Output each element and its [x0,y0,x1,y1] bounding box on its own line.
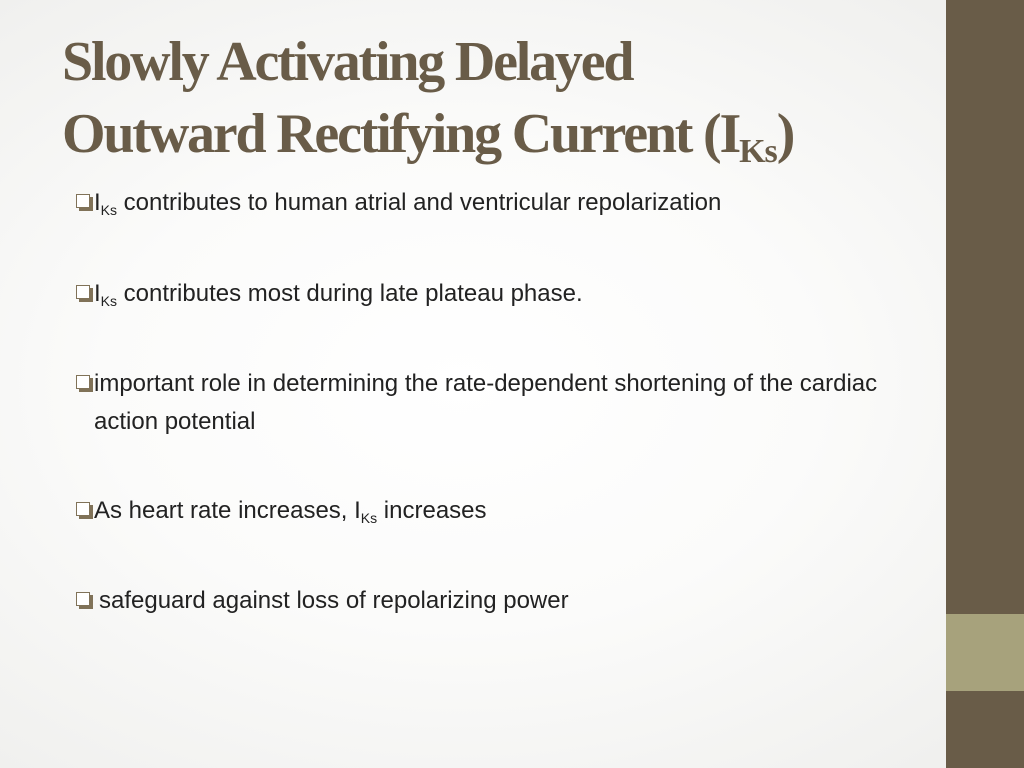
title-line-2-end: ) [776,103,794,165]
bullet-subscript: Ks [100,202,118,218]
title-line-2 [62,98,932,188]
bullet-text-pre: As heart rate increases, I [94,497,361,524]
title-line-2-main: Outward Rectifying Current (I [62,103,740,165]
bullet-text: important role in determining the rate-dependent shortening of the cardiac action potential [94,370,878,435]
bullet-subscript: Ks [100,293,118,309]
bullet-text [94,184,916,229]
bullet-text-post: contributes most during late plateau phase. [117,280,583,307]
checkbox-square-icon [76,502,90,516]
side-accent-decoration [946,614,1024,691]
bullet-text: safeguard against loss of repolarizing power [99,587,569,614]
checkbox-square-icon [76,194,90,208]
bullet-text-pre: I [94,280,101,307]
bullet-item [76,365,916,441]
checkbox-square-icon [76,592,90,606]
slide-title [62,26,932,188]
bullet-text-post: contributes to human atrial and ventricular repolarization [117,189,722,216]
checkbox-square-icon [76,285,90,299]
checkbox-square-icon [76,375,90,389]
bullet-item [76,184,916,229]
bullet-subscript: Ks [360,510,378,526]
bullet-text-post: increases [377,497,487,524]
bullet-item [76,275,916,320]
bullet-text [94,492,916,537]
title-subscript: Ks [739,133,777,170]
bullet-item [76,582,916,620]
bullet-item [76,492,916,537]
bullet-text-pre: I [94,189,101,216]
title-line-1: Slowly Activating Delayed [62,31,633,93]
bullet-text [94,275,916,320]
